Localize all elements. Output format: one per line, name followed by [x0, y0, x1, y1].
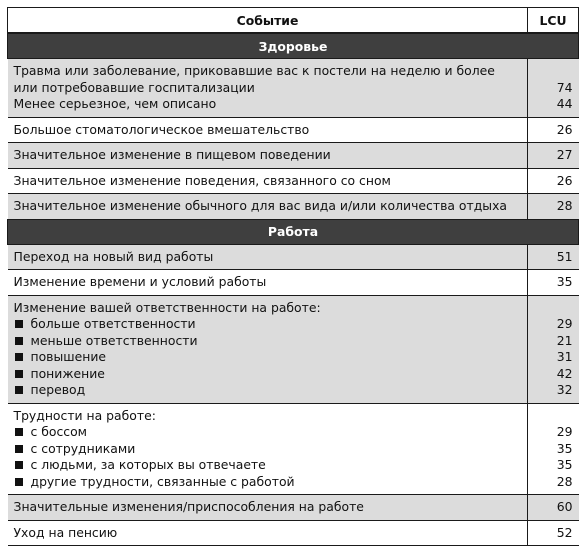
event-cell [8, 168, 528, 194]
bullet-item [14, 474, 522, 491]
event-cell [8, 295, 528, 403]
section-title: Работа [8, 219, 579, 244]
square-bullet-icon [15, 461, 23, 469]
square-bullet-icon [15, 478, 23, 486]
table-row [8, 143, 579, 169]
bullet-item [14, 333, 522, 350]
bullet-item [14, 424, 522, 441]
bullet-item [14, 457, 522, 474]
lcu-cell [528, 270, 579, 296]
table-row [8, 295, 579, 403]
table-row [8, 403, 579, 495]
event-cell [8, 59, 528, 118]
bullet-text: перевод [30, 382, 86, 397]
section-title: Здоровье [8, 33, 579, 59]
square-bullet-icon [15, 370, 23, 378]
event-column-header: Событие [8, 8, 528, 34]
lcu-cell [528, 117, 579, 143]
event-text: или потребовавшие госпитализации [13, 79, 255, 95]
section-header-row [8, 219, 579, 244]
lcu-value: 60 [556, 499, 573, 514]
header-row [8, 8, 579, 34]
bullet-item [14, 366, 522, 383]
event-text: Переход на новый вид работы [13, 248, 214, 264]
event-cell [8, 194, 528, 220]
event-text: Большое стоматологическое вмешательство [13, 121, 310, 137]
bullet-text: больше ответственности [30, 316, 196, 331]
event-text: Трудности на работе: [13, 407, 156, 423]
table-body [8, 33, 579, 546]
event-cell [8, 117, 528, 143]
event-text: Менее серьезное, чем описано [13, 96, 217, 111]
square-bullet-icon [15, 445, 23, 453]
event-text: Значительные изменения/приспособления на работе [13, 499, 364, 514]
lcu-value: 28 [556, 473, 573, 489]
lcu-value: 27 [556, 147, 573, 162]
bullet-text: с боссом [30, 424, 88, 439]
table-row [8, 520, 579, 546]
event-text: Уход на пенсию [13, 524, 118, 540]
event-text: Значительное изменение обычного для вас вида и/или количества отдыха [13, 198, 507, 213]
square-bullet-icon [15, 353, 23, 361]
event-cell [8, 270, 528, 296]
bullet-text: повышение [30, 349, 107, 364]
lcu-cell [528, 495, 579, 521]
square-bullet-icon [15, 337, 23, 345]
lcu-cell [528, 143, 579, 169]
event-text: Значительное изменение в пищевом поведении [13, 147, 331, 162]
lcu-value: 29 [556, 316, 573, 331]
bullet-item [14, 441, 522, 458]
event-cell [8, 495, 528, 521]
bullet-text: другие трудности, связанные с работой [30, 473, 295, 489]
lcu-value: 21 [556, 332, 573, 348]
table-row [8, 194, 579, 220]
bullet-text: понижение [30, 365, 105, 381]
event-text: Изменение вашей ответственности на работе: [13, 299, 321, 315]
event-text: Травма или заболевание, приковавшие вас к постели на неделю и более [13, 63, 495, 78]
lcu-cell [528, 168, 579, 194]
event-cell [8, 244, 528, 270]
lcu-column-header: LCU [528, 8, 579, 34]
lcu-cell [528, 244, 579, 270]
lcu-value: 44 [556, 96, 573, 111]
event-cell [8, 403, 528, 495]
lcu-value: 52 [556, 524, 573, 540]
lcu-value: 31 [556, 349, 573, 364]
lcu-value: 74 [556, 79, 573, 95]
lcu-value: 28 [556, 198, 573, 213]
table-row [8, 495, 579, 521]
bullet-text: меньше ответственности [30, 332, 198, 348]
event-cell [8, 520, 528, 546]
lcu-table [7, 7, 579, 546]
event-text: Значительное изменение поведения, связанного со сном [13, 172, 391, 188]
square-bullet-icon [15, 386, 23, 394]
lcu-value: 26 [556, 121, 573, 137]
table-row [8, 244, 579, 270]
bullet-text: с людьми, за которых вы отвечаете [30, 457, 266, 472]
table-row [8, 168, 579, 194]
lcu-value: 42 [556, 365, 573, 381]
lcu-value [534, 63, 573, 80]
event-cell [8, 143, 528, 169]
lcu-value: 26 [556, 172, 573, 188]
bullet-item [14, 382, 522, 399]
table-row [8, 270, 579, 296]
lcu-value: 51 [556, 248, 573, 264]
lcu-value: 32 [556, 382, 573, 397]
section-header-row [8, 33, 579, 59]
lcu-value: 35 [556, 274, 573, 289]
lcu-cell [528, 403, 579, 495]
table-row [8, 117, 579, 143]
table-row [8, 59, 579, 118]
lcu-cell [528, 295, 579, 403]
bullet-item [14, 316, 522, 333]
event-text: Изменение времени и условий работы [13, 274, 267, 289]
lcu-cell [528, 194, 579, 220]
lcu-cell [528, 59, 579, 118]
lcu-value: 29 [556, 424, 573, 439]
bullet-item [14, 349, 522, 366]
lcu-value: 35 [556, 440, 573, 456]
lcu-value: 35 [556, 457, 573, 472]
square-bullet-icon [15, 320, 23, 328]
square-bullet-icon [15, 428, 23, 436]
lcu-cell [528, 520, 579, 546]
bullet-text: с сотрудниками [30, 440, 136, 456]
